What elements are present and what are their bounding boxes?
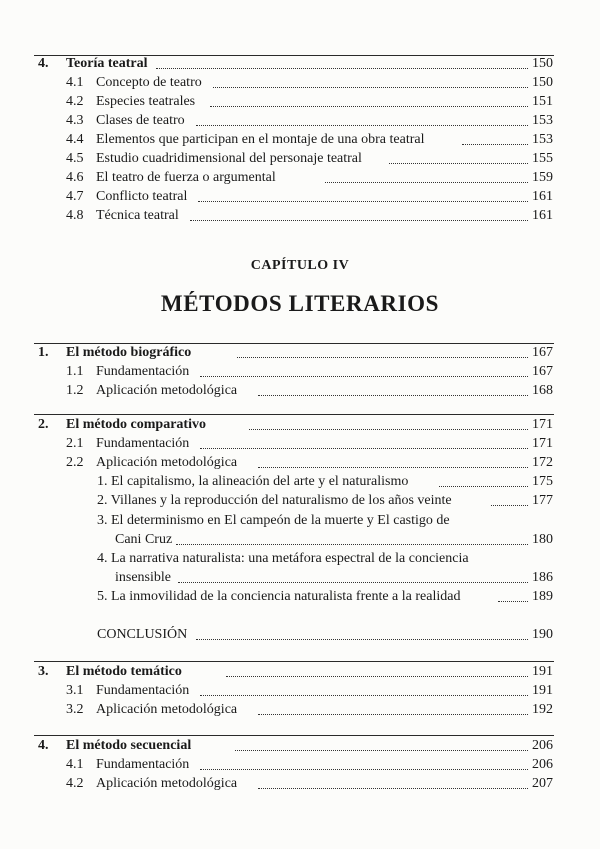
- toc-main-entry: [0, 415, 600, 435]
- entry-label: Teoría teatral: [66, 56, 148, 71]
- entry-page: 177: [532, 493, 553, 508]
- toc-main-entry: [0, 736, 600, 756]
- dot-leader: [325, 181, 528, 183]
- entry-number: 1.1: [66, 364, 84, 379]
- entry-page: 206: [532, 738, 553, 753]
- entry-page: 175: [532, 474, 553, 489]
- entry-label: insensible: [115, 570, 171, 585]
- entry-label: 3. El determinismo en El campeón de la muerte y El castigo de: [97, 513, 450, 528]
- entry-label: Fundamentación: [96, 757, 190, 772]
- entry-number: 3.: [38, 664, 49, 679]
- toc-entry: [0, 434, 600, 454]
- entry-label: Concepto de teatro: [96, 75, 202, 90]
- dot-leader: [439, 485, 528, 487]
- toc-entry: [0, 755, 600, 775]
- dot-leader: [190, 219, 528, 221]
- entry-page: 189: [532, 589, 553, 604]
- entry-page: 191: [532, 683, 553, 698]
- toc-subentry: [0, 472, 600, 492]
- entry-label: 5. La inmovilidad de la conciencia naturalista frente a la realidad: [97, 589, 461, 604]
- entry-label: 4. La narrativa naturalista: una metáfora espectral de la conciencia: [97, 551, 469, 566]
- entry-page: 171: [532, 417, 553, 432]
- dot-leader: [491, 504, 528, 506]
- toc-subentry: [0, 568, 600, 588]
- entry-page: 171: [532, 436, 553, 451]
- dot-leader: [258, 787, 528, 789]
- dot-leader: [213, 86, 528, 88]
- entry-page: 167: [532, 364, 553, 379]
- toc-entry: [0, 774, 600, 794]
- toc-main-entry: [0, 662, 600, 682]
- entry-number: 2.2: [66, 455, 84, 470]
- entry-label: Aplicación metodológica: [96, 383, 238, 398]
- toc-entry: [0, 111, 600, 131]
- toc-main-entry: [0, 343, 600, 363]
- dot-leader: [198, 200, 528, 202]
- toc-main-entry: [0, 54, 600, 74]
- toc-entry: [0, 362, 600, 382]
- entry-number: 4.8: [66, 208, 84, 223]
- entry-page: 206: [532, 757, 553, 772]
- dot-leader: [196, 638, 528, 640]
- entry-number: 4.7: [66, 189, 84, 204]
- entry-label: El método secuencial: [66, 738, 192, 753]
- entry-label: CONCLUSIÓN: [97, 627, 188, 642]
- toc-entry: [0, 92, 600, 112]
- entry-label: El método temático: [66, 664, 182, 679]
- entry-label: Aplicación metodológica: [96, 776, 238, 791]
- entry-page: 167: [532, 345, 553, 360]
- toc-entry: [0, 700, 600, 720]
- entry-number: 4.: [38, 738, 49, 753]
- dot-leader: [156, 67, 528, 69]
- toc-entry: [0, 149, 600, 169]
- entry-number: 1.: [38, 345, 49, 360]
- entry-number: 2.: [38, 417, 49, 432]
- dot-leader: [258, 394, 528, 396]
- entry-number: 2.1: [66, 436, 84, 451]
- entry-page: 153: [532, 113, 553, 128]
- entry-label: Cani Cruz: [115, 532, 173, 547]
- entry-label: Fundamentación: [96, 364, 190, 379]
- dot-leader: [200, 447, 528, 449]
- entry-number: 3.2: [66, 702, 84, 717]
- entry-page: 186: [532, 570, 553, 585]
- entry-page: 161: [532, 189, 553, 204]
- toc-entry: [0, 130, 600, 150]
- entry-label: El método comparativo: [66, 417, 206, 432]
- entry-number: 4.2: [66, 776, 84, 791]
- entry-label: Clases de teatro: [96, 113, 185, 128]
- entry-page: 161: [532, 208, 553, 223]
- dot-leader: [237, 356, 528, 358]
- entry-label: Fundamentación: [96, 436, 190, 451]
- entry-page: 191: [532, 664, 553, 679]
- entry-label: 2. Villanes y la reproducción del naturalismo de los años veinte: [97, 493, 452, 508]
- entry-page: 190: [532, 627, 553, 642]
- dot-leader: [210, 105, 528, 107]
- entry-page: 172: [532, 455, 553, 470]
- dot-leader: [200, 375, 528, 377]
- chapter-title: MÉTODOS LITERARIOS: [160, 291, 440, 316]
- entry-number: 4.4: [66, 132, 84, 147]
- entry-page: 180: [532, 532, 553, 547]
- toc-subentry-line: [0, 511, 600, 531]
- dot-leader: [462, 143, 528, 145]
- entry-label: Conflicto teatral: [96, 189, 188, 204]
- toc-entry: [0, 168, 600, 188]
- dot-leader: [226, 675, 528, 677]
- entry-number: 4.1: [66, 75, 84, 90]
- entry-number: 4.2: [66, 94, 84, 109]
- toc-subentry-line: [0, 549, 600, 569]
- toc-entry: [0, 187, 600, 207]
- entry-label: El método biográfico: [66, 345, 192, 360]
- dot-leader: [235, 749, 528, 751]
- entry-number: 3.1: [66, 683, 84, 698]
- entry-label: Elementos que participan en el montaje de una obra teatral: [96, 132, 425, 147]
- dot-leader: [196, 124, 528, 126]
- entry-number: 4.5: [66, 151, 84, 166]
- dot-leader: [200, 768, 528, 770]
- toc-subentry: [0, 587, 600, 607]
- toc-entry: [0, 453, 600, 473]
- entry-label: Fundamentación: [96, 683, 190, 698]
- entry-page: 150: [532, 75, 553, 90]
- toc-subentry: [0, 491, 600, 511]
- dot-leader: [178, 581, 528, 583]
- dot-leader: [200, 694, 528, 696]
- entry-page: 151: [532, 94, 553, 109]
- dot-leader: [176, 543, 528, 545]
- entry-page: 159: [532, 170, 553, 185]
- entry-page: 155: [532, 151, 553, 166]
- toc-subentry: [0, 530, 600, 550]
- entry-label: El teatro de fuerza o argumental: [96, 170, 276, 185]
- entry-page: 153: [532, 132, 553, 147]
- toc-entry: [0, 73, 600, 93]
- toc-conclusion: [0, 625, 600, 645]
- dot-leader: [498, 600, 528, 602]
- dot-leader: [258, 713, 528, 715]
- entry-label: Estudio cuadridimensional del personaje teatral: [96, 151, 362, 166]
- entry-number: 4.3: [66, 113, 84, 128]
- toc-entry: [0, 681, 600, 701]
- dot-leader: [389, 162, 528, 164]
- entry-label: 1. El capitalismo, la alineación del arte y el naturalismo: [97, 474, 409, 489]
- entry-number: 1.2: [66, 383, 84, 398]
- entry-page: 168: [532, 383, 553, 398]
- entry-page: 150: [532, 56, 553, 71]
- entry-page: 207: [532, 776, 553, 791]
- entry-label: Aplicación metodológica: [96, 455, 238, 470]
- entry-label: Especies teatrales: [96, 94, 196, 109]
- entry-page: 192: [532, 702, 553, 717]
- entry-label: Aplicación metodológica: [96, 702, 238, 717]
- chapter-label: CAPÍTULO IV: [250, 258, 350, 273]
- toc-entry: [0, 206, 600, 226]
- entry-number: 4.1: [66, 757, 84, 772]
- toc-entry: [0, 381, 600, 401]
- dot-leader: [249, 428, 528, 430]
- entry-label: Técnica teatral: [96, 208, 179, 223]
- entry-number: 4.6: [66, 170, 84, 185]
- dot-leader: [258, 466, 528, 468]
- entry-number: 4.: [38, 56, 49, 71]
